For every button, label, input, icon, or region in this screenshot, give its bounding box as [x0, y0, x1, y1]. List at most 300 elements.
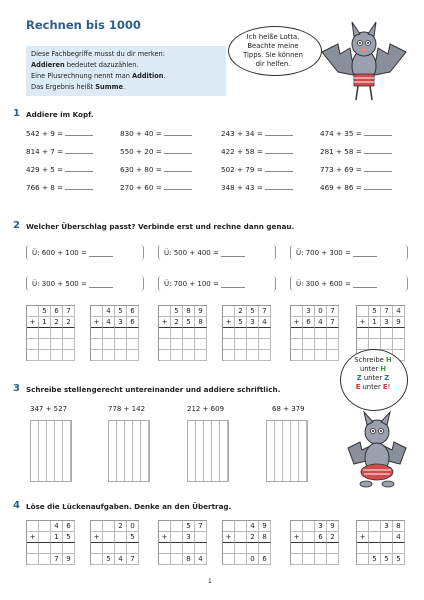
grid-cell[interactable]	[91, 306, 103, 317]
grid-cell[interactable]: 9	[393, 317, 405, 328]
grid-cell[interactable]: 5	[369, 554, 381, 565]
grid-cell[interactable]: 4	[51, 521, 63, 532]
grid-cell[interactable]	[91, 521, 103, 532]
grid-cell[interactable]	[115, 328, 127, 339]
grid-cell[interactable]: 5	[369, 306, 381, 317]
task-expression: 348 + 43 =	[221, 183, 263, 192]
gap-addition-grid[interactable]	[290, 520, 339, 565]
section-2-title: Welcher Überschlag passt? Verbinde erst und rechne dann genau.	[26, 222, 295, 231]
grid-cell[interactable]	[357, 554, 369, 565]
grid-cell[interactable]	[327, 339, 339, 350]
grid-cell[interactable]: 4	[393, 532, 405, 543]
grid-cell[interactable]: 1	[51, 532, 63, 543]
grid-cell[interactable]: 8	[195, 317, 207, 328]
grid-cell[interactable]	[315, 328, 327, 339]
grid-cell[interactable]: 7	[259, 306, 271, 317]
grid-cell[interactable]	[91, 350, 103, 361]
grid-cell[interactable]	[315, 339, 327, 350]
grid-cell[interactable]: 6	[127, 317, 139, 328]
grid-cell[interactable]	[291, 328, 303, 339]
plus-sign: +	[27, 532, 39, 543]
writing-grid[interactable]	[187, 420, 229, 482]
grid-cell[interactable]	[369, 532, 381, 543]
section-3-title: Schreibe stellengerecht untereinander und addiere schriftlich.	[26, 385, 281, 394]
plus-sign: +	[159, 317, 171, 328]
grid-cell[interactable]	[223, 543, 235, 554]
addition-expression: 778 + 142	[108, 405, 146, 413]
grid-cell[interactable]: 3	[381, 317, 393, 328]
estimate-box: Ü: 700 + 300 =	[290, 245, 408, 260]
grid-cell[interactable]: 0	[247, 554, 259, 565]
grid-cell[interactable]: 3	[303, 306, 315, 317]
section-2-number: 2	[13, 220, 20, 231]
answer-blank[interactable]	[65, 128, 93, 136]
plus-sign: +	[291, 532, 303, 543]
grid-cell[interactable]	[27, 521, 39, 532]
answer-blank[interactable]	[164, 182, 192, 190]
grid-cell[interactable]	[27, 350, 39, 361]
task-expression: 281 + 58 =	[320, 147, 362, 156]
grid-cell[interactable]: 7	[63, 306, 75, 317]
grid-cell[interactable]	[247, 543, 259, 554]
mental-addition-task	[120, 128, 192, 138]
mental-addition-task	[26, 146, 93, 156]
grid-cell[interactable]	[223, 306, 235, 317]
grid-cell[interactable]	[291, 521, 303, 532]
estimate-box: Ü: 500 + 400 =	[158, 245, 276, 260]
task-expression: 630 + 80 =	[120, 165, 162, 174]
grid-cell[interactable]	[103, 339, 115, 350]
grid-cell[interactable]	[259, 350, 271, 361]
grid-cell[interactable]	[235, 350, 247, 361]
grid-cell[interactable]	[327, 543, 339, 554]
section-3-number: 3	[13, 383, 20, 394]
mental-addition-task	[320, 146, 392, 156]
speech-bubble-text: Ich heiße Lotta. Beachte meine Tipps. Sie können dir helfen.	[243, 33, 303, 68]
grid-cell[interactable]	[381, 532, 393, 543]
grid-cell[interactable]	[103, 328, 115, 339]
grid-cell[interactable]	[223, 328, 235, 339]
grid-cell[interactable]	[303, 350, 315, 361]
grid-cell[interactable]: 5	[393, 554, 405, 565]
grid-cell[interactable]	[235, 532, 247, 543]
grid-cell[interactable]	[223, 350, 235, 361]
estimate-box: Ü: 300 + 600 =	[290, 276, 408, 291]
writing-grid[interactable]	[266, 420, 308, 482]
grid-cell[interactable]	[235, 554, 247, 565]
grid-cell[interactable]	[327, 328, 339, 339]
grid-cell[interactable]	[115, 339, 127, 350]
answer-blank[interactable]	[164, 146, 192, 154]
grid-cell[interactable]: 8	[183, 554, 195, 565]
grid-cell[interactable]: 5	[183, 521, 195, 532]
grid-cell[interactable]: 5	[63, 532, 75, 543]
grid-cell[interactable]	[159, 328, 171, 339]
grid-cell[interactable]: 9	[195, 306, 207, 317]
grid-cell[interactable]	[315, 543, 327, 554]
grid-cell[interactable]	[171, 339, 183, 350]
info-line-3: Eine Plusrechnung nennt man Addition.	[31, 72, 166, 80]
plus-sign: +	[357, 532, 369, 543]
mental-addition-task	[120, 182, 192, 192]
grid-cell[interactable]	[357, 328, 369, 339]
task-expression: 270 + 60 =	[120, 183, 162, 192]
grid-cell[interactable]	[115, 543, 127, 554]
answer-blank[interactable]	[65, 146, 93, 154]
grid-cell[interactable]: 5	[115, 306, 127, 317]
grid-cell[interactable]	[103, 532, 115, 543]
grid-cell[interactable]	[315, 554, 327, 565]
grid-cell[interactable]	[91, 554, 103, 565]
grid-cell[interactable]	[303, 521, 315, 532]
answer-blank[interactable]	[265, 182, 293, 190]
grid-cell[interactable]: 6	[259, 554, 271, 565]
grid-cell[interactable]	[315, 350, 327, 361]
grid-cell[interactable]	[51, 350, 63, 361]
grid-cell[interactable]	[381, 328, 393, 339]
grid-cell[interactable]	[127, 339, 139, 350]
grid-cell[interactable]	[27, 554, 39, 565]
grid-cell[interactable]	[247, 339, 259, 350]
grid-cell[interactable]: 2	[171, 317, 183, 328]
grid-cell[interactable]: 3	[115, 317, 127, 328]
task-expression: 422 + 58 =	[221, 147, 263, 156]
gap-addition-grid[interactable]	[158, 520, 207, 565]
grid-cell[interactable]	[159, 554, 171, 565]
grid-cell[interactable]	[127, 350, 139, 361]
grid-cell[interactable]: 2	[327, 532, 339, 543]
grid-cell[interactable]: 2	[51, 317, 63, 328]
grid-cell[interactable]	[303, 543, 315, 554]
grid-cell[interactable]	[235, 339, 247, 350]
grid-cell[interactable]	[91, 339, 103, 350]
page-title: Rechnen bis 1000	[26, 18, 141, 32]
grid-cell[interactable]: 8	[259, 532, 271, 543]
grid-cell[interactable]	[235, 521, 247, 532]
grid-cell[interactable]	[291, 339, 303, 350]
grid-cell[interactable]	[63, 543, 75, 554]
mental-addition-task	[221, 146, 293, 156]
grid-cell[interactable]	[159, 306, 171, 317]
grid-cell[interactable]	[303, 554, 315, 565]
plus-sign: +	[357, 317, 369, 328]
grid-cell[interactable]: 7	[381, 306, 393, 317]
writing-grid[interactable]	[108, 420, 150, 482]
writing-grid[interactable]	[30, 420, 72, 482]
written-addition-grid[interactable]	[290, 305, 339, 361]
grid-cell[interactable]	[357, 543, 369, 554]
answer-blank[interactable]	[221, 249, 245, 257]
grid-cell[interactable]: 4	[393, 306, 405, 317]
grid-cell[interactable]	[327, 554, 339, 565]
grid-cell[interactable]	[381, 543, 393, 554]
bat-mascot-thinking-illustration	[342, 408, 412, 490]
grid-cell[interactable]	[171, 328, 183, 339]
gap-addition-grid[interactable]	[90, 520, 139, 565]
answer-blank[interactable]	[265, 164, 293, 172]
task-expression: 429 + 5 =	[26, 165, 64, 174]
estimate-box: Ü: 600 + 100 =	[26, 245, 144, 260]
grid-cell[interactable]: 5	[103, 554, 115, 565]
grid-cell[interactable]: 2	[115, 521, 127, 532]
grid-cell[interactable]	[303, 532, 315, 543]
grid-cell[interactable]	[27, 328, 39, 339]
grid-cell[interactable]: 7	[51, 554, 63, 565]
answer-blank[interactable]	[364, 146, 392, 154]
mental-addition-task	[320, 128, 392, 138]
mental-addition-task	[120, 164, 192, 174]
answer-blank[interactable]	[364, 128, 392, 136]
grid-cell[interactable]	[303, 339, 315, 350]
plus-sign: +	[223, 532, 235, 543]
grid-cell[interactable]	[171, 543, 183, 554]
grid-cell[interactable]: 6	[315, 532, 327, 543]
grid-cell[interactable]: 2	[63, 317, 75, 328]
grid-cell[interactable]	[195, 328, 207, 339]
task-expression: 830 + 40 =	[120, 129, 162, 138]
plus-sign: +	[91, 317, 103, 328]
grid-cell[interactable]: 7	[195, 521, 207, 532]
grid-cell[interactable]: 7	[327, 306, 339, 317]
grid-cell[interactable]	[91, 543, 103, 554]
section-4-number: 4	[13, 500, 20, 511]
grid-cell[interactable]	[115, 532, 127, 543]
grid-cell[interactable]	[39, 339, 51, 350]
info-line-1: Diese Fachbegriffe musst du dir merken:	[31, 50, 165, 58]
grid-cell[interactable]: 2	[247, 532, 259, 543]
grid-cell[interactable]	[115, 350, 127, 361]
grid-cell[interactable]	[195, 339, 207, 350]
grid-cell[interactable]	[369, 543, 381, 554]
grid-cell[interactable]	[369, 521, 381, 532]
mental-addition-task	[221, 164, 293, 174]
addition-expression: 212 + 609	[187, 405, 225, 413]
grid-cell[interactable]: 5	[381, 554, 393, 565]
grid-cell[interactable]	[159, 521, 171, 532]
grid-cell[interactable]	[63, 339, 75, 350]
grid-cell[interactable]	[171, 521, 183, 532]
grid-cell[interactable]	[259, 339, 271, 350]
grid-cell[interactable]	[183, 350, 195, 361]
grid-cell[interactable]	[39, 328, 51, 339]
info-line-2: Addieren bedeutet dazuzählen.	[31, 61, 139, 69]
grid-cell[interactable]	[159, 543, 171, 554]
grid-cell[interactable]	[63, 328, 75, 339]
mental-addition-task	[26, 164, 93, 174]
grid-cell[interactable]	[39, 521, 51, 532]
grid-cell[interactable]	[259, 543, 271, 554]
gap-addition-grid[interactable]	[356, 520, 405, 565]
section-1-number: 1	[13, 108, 20, 119]
grid-cell[interactable]	[393, 339, 405, 350]
written-addition-grid[interactable]	[158, 305, 207, 361]
mental-addition-task	[120, 146, 192, 156]
grid-cell[interactable]: 9	[259, 521, 271, 532]
grid-cell[interactable]: 7	[127, 554, 139, 565]
grid-cell[interactable]	[103, 521, 115, 532]
grid-cell[interactable]: 0	[127, 521, 139, 532]
written-addition-grid[interactable]	[90, 305, 139, 361]
grid-cell[interactable]	[393, 543, 405, 554]
plus-sign: +	[291, 317, 303, 328]
addition-expression: 347 + 527	[30, 405, 68, 413]
grid-cell[interactable]	[195, 543, 207, 554]
grid-cell[interactable]: 4	[315, 317, 327, 328]
bat-mascot-illustration	[318, 14, 410, 106]
answer-blank[interactable]	[364, 164, 392, 172]
answer-blank[interactable]	[353, 280, 377, 288]
task-expression: 502 + 79 =	[221, 165, 263, 174]
answer-blank[interactable]	[364, 182, 392, 190]
written-addition-grid[interactable]	[222, 305, 271, 361]
grid-cell[interactable]	[27, 543, 39, 554]
task-expression: 550 + 20 =	[120, 147, 162, 156]
gap-addition-grid[interactable]	[222, 520, 271, 565]
grid-cell[interactable]: 3	[183, 532, 195, 543]
answer-blank[interactable]	[65, 182, 93, 190]
mental-addition-task	[26, 128, 93, 138]
task-expression: 766 + 8 =	[26, 183, 64, 192]
answer-blank[interactable]	[89, 249, 113, 257]
grid-cell[interactable]	[51, 328, 63, 339]
grid-cell[interactable]: 4	[259, 317, 271, 328]
grid-cell[interactable]: 5	[171, 306, 183, 317]
grid-cell[interactable]	[291, 543, 303, 554]
task-expression: 773 + 69 =	[320, 165, 362, 174]
answer-blank[interactable]	[164, 128, 192, 136]
grid-cell[interactable]: 6	[127, 306, 139, 317]
grid-cell[interactable]	[127, 328, 139, 339]
grid-cell[interactable]: 5	[183, 317, 195, 328]
grid-cell[interactable]	[291, 350, 303, 361]
estimate-box: Ü: 300 + 500 =	[26, 276, 144, 291]
grid-cell[interactable]	[223, 554, 235, 565]
grid-cell[interactable]: 0	[315, 306, 327, 317]
grid-cell[interactable]	[27, 339, 39, 350]
grid-cell[interactable]	[183, 543, 195, 554]
grid-cell[interactable]	[291, 554, 303, 565]
grid-cell[interactable]: 8	[183, 306, 195, 317]
grid-cell[interactable]: 5	[247, 306, 259, 317]
grid-cell[interactable]: 6	[303, 317, 315, 328]
grid-cell[interactable]	[327, 350, 339, 361]
grid-cell[interactable]	[171, 350, 183, 361]
grid-cell[interactable]: 4	[103, 317, 115, 328]
grid-cell[interactable]: 4	[103, 306, 115, 317]
grid-cell[interactable]: 9	[327, 521, 339, 532]
grid-cell[interactable]	[171, 532, 183, 543]
grid-cell[interactable]: 7	[327, 317, 339, 328]
grid-cell[interactable]	[171, 554, 183, 565]
answer-blank[interactable]	[265, 146, 293, 154]
grid-cell[interactable]	[369, 328, 381, 339]
answer-blank[interactable]	[89, 280, 113, 288]
grid-cell[interactable]	[183, 339, 195, 350]
grid-cell[interactable]: 3	[315, 521, 327, 532]
grid-cell[interactable]	[183, 328, 195, 339]
grid-cell[interactable]: 1	[369, 317, 381, 328]
grid-cell[interactable]: 3	[247, 317, 259, 328]
task-expression: 542 + 9 =	[26, 129, 64, 138]
answer-blank[interactable]	[164, 164, 192, 172]
grid-cell[interactable]	[393, 328, 405, 339]
grid-cell[interactable]	[247, 328, 259, 339]
grid-cell[interactable]: 4	[247, 521, 259, 532]
grid-cell[interactable]: 1	[39, 317, 51, 328]
grid-cell[interactable]	[381, 339, 393, 350]
grid-cell[interactable]	[223, 339, 235, 350]
grid-cell[interactable]: 6	[63, 521, 75, 532]
mental-addition-task	[320, 164, 392, 174]
grid-cell[interactable]: 4	[195, 554, 207, 565]
grid-cell[interactable]	[127, 543, 139, 554]
grid-cell[interactable]	[357, 339, 369, 350]
plus-sign: +	[91, 532, 103, 543]
written-addition-grid[interactable]	[26, 305, 75, 361]
answer-blank[interactable]	[65, 164, 93, 172]
section-1-title: Addiere im Kopf.	[26, 110, 94, 119]
mental-addition-task	[26, 182, 93, 192]
grid-cell[interactable]	[159, 339, 171, 350]
grid-cell[interactable]	[27, 306, 39, 317]
grid-cell[interactable]	[259, 328, 271, 339]
addition-expression: 68 + 379	[272, 405, 305, 413]
tip-bubble-text: Schreibe H unter H Z unter Z E unter E!	[354, 356, 392, 391]
grid-cell[interactable]	[51, 339, 63, 350]
grid-cell[interactable]	[247, 350, 259, 361]
grid-cell[interactable]	[39, 350, 51, 361]
grid-cell[interactable]	[159, 350, 171, 361]
grid-cell[interactable]	[235, 543, 247, 554]
grid-cell[interactable]: 8	[393, 521, 405, 532]
grid-cell[interactable]: 6	[51, 306, 63, 317]
grid-cell[interactable]: 5	[127, 532, 139, 543]
answer-blank[interactable]	[353, 249, 377, 257]
mental-addition-task	[320, 182, 392, 192]
mental-addition-task	[221, 182, 293, 192]
grid-cell[interactable]	[51, 543, 63, 554]
grid-cell[interactable]	[39, 554, 51, 565]
answer-blank[interactable]	[221, 280, 245, 288]
grid-cell[interactable]	[103, 350, 115, 361]
grid-cell[interactable]: 2	[235, 306, 247, 317]
grid-cell[interactable]: 9	[63, 554, 75, 565]
grid-cell[interactable]	[357, 521, 369, 532]
grid-cell[interactable]	[235, 328, 247, 339]
plus-sign: +	[223, 317, 235, 328]
grid-cell[interactable]: 3	[381, 521, 393, 532]
grid-cell[interactable]	[103, 543, 115, 554]
grid-cell[interactable]	[303, 328, 315, 339]
grid-cell[interactable]: 5	[235, 317, 247, 328]
grid-cell[interactable]	[357, 306, 369, 317]
gap-addition-grid[interactable]	[26, 520, 75, 565]
plus-sign: +	[27, 317, 39, 328]
grid-cell[interactable]: 4	[115, 554, 127, 565]
grid-cell[interactable]: 5	[39, 306, 51, 317]
info-line-4: Das Ergebnis heißt Summe.	[31, 83, 126, 91]
grid-cell[interactable]	[195, 350, 207, 361]
answer-blank[interactable]	[265, 128, 293, 136]
estimate-box: Ü: 700 + 100 =	[158, 276, 276, 291]
grid-cell[interactable]	[291, 306, 303, 317]
grid-cell[interactable]	[195, 532, 207, 543]
grid-cell[interactable]	[39, 543, 51, 554]
grid-cell[interactable]	[39, 532, 51, 543]
grid-cell[interactable]	[91, 328, 103, 339]
grid-cell[interactable]	[223, 521, 235, 532]
grid-cell[interactable]	[63, 350, 75, 361]
